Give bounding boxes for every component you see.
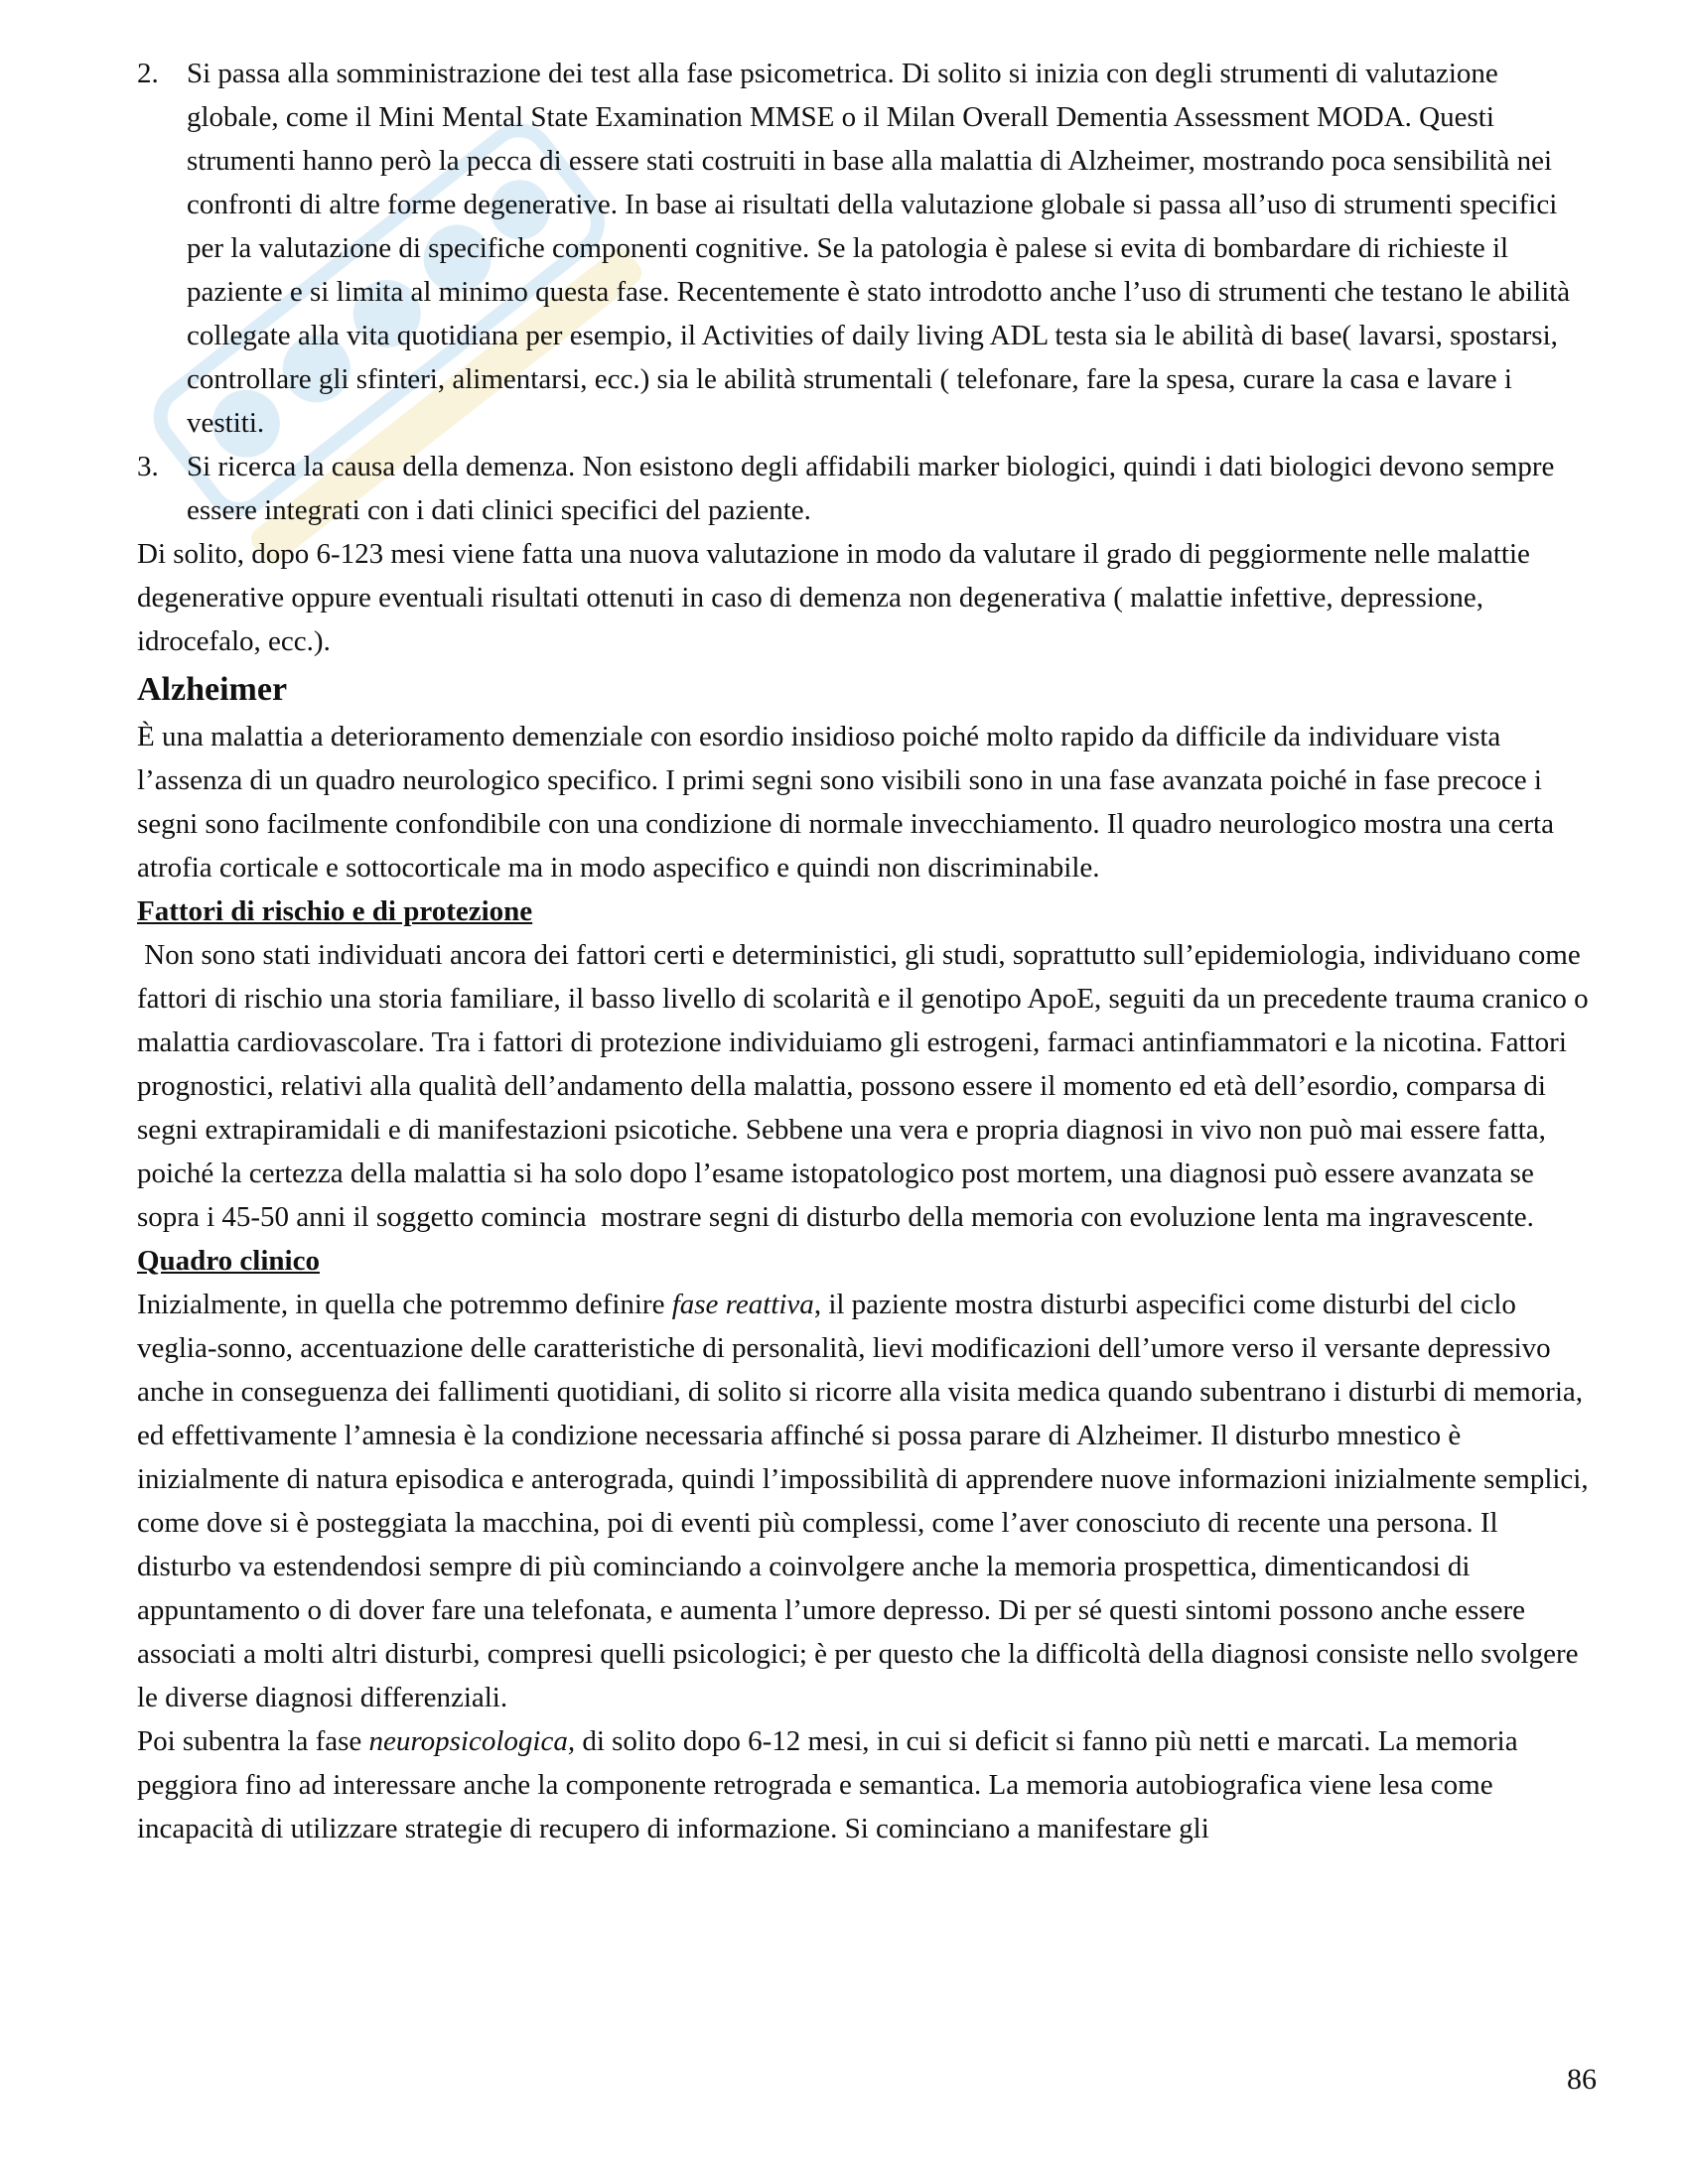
text-span: Poi subentra la fase: [137, 1725, 369, 1757]
list-item-text: Si passa alla somministrazione dei test alla fase psicometrica. Di solito si inizia con degli strumenti di valutazione globale, come il Mini Mental State Examination MMSE o il Milan Overall Dementia Assessment MODA. Questi strumenti hanno però la pecca di essere stati costruiti in base alla malattia di Alzheimer, mostrando poca sensibilità nei confronti di altre forme degenerative. In base ai risultati della valutazione globale si passa all’uso di strumenti specifici per la valutazione di specifiche componenti cognitive. Se la patologia è palese si evita di bombardare di richieste il paziente e si limita al minimo questa fase. Recentemente è stato introdotto anche l’uso di strumenti che testano le abilità collegate alla vita quotidiana per esempio, il Activities of daily living ADL testa sia le abilità di base( lavarsi, spostarsi, controllare gli sfinteri, alimentarsi, ecc.) sia le abilità strumentali ( telefonare, fare la spesa, curare la casa e lavare i vestiti.: [187, 58, 1571, 439]
list-item: [137, 445, 1597, 532]
text-span: , il paziente mostra disturbi aspecifici come disturbi del ciclo veglia-sonno, accentuazione delle caratteristiche di personalità, lievi modificazioni dell’umore verso il versante depressivo anche in conseguenza dei fallimenti quotidiani, di solito si ricorre alla visita medica quando subentrano i disturbi di memoria, ed effettivamente l’amnesia è la condizione necessaria affinché si possa parare di Alzheimer. Il disturbo mnestico è inizialmente di natura episodica e anterograda, quindi l’impossibilità di apprendere nuove informazioni inizialmente semplici, come dove si è posteggiata la macchina, poi di eventi più complessi, come l’aver conosciuto di recente una persona. Il disturbo va estendendosi sempre di più cominciando a coinvolgere anche la memoria prospettica, dimenticandosi di appuntamento o di dover fare una telefonata, e aumenta l’umore depresso. Di per sé questi sintomi possono anche essere associati a molti altri disturbi, compresi quelli psicologici; è per questo che la difficoltà della diagnosi consiste nello svolgere le diverse diagnosi differenziali.: [137, 1289, 1589, 1713]
clinical-paragraph-2: [137, 1719, 1597, 1850]
list-item-text: Si ricerca la causa della demenza. Non esistono degli affidabili marker biologici, quindi i dati biologici devono sempre essere integrati con i dati clinici specifici del paziente.: [187, 451, 1555, 526]
clinical-paragraph-1: [137, 1283, 1597, 1719]
clinical-picture-heading: Quadro clinico: [137, 1245, 320, 1277]
document-page: [137, 52, 1597, 1850]
text-span: di solito dopo 6-12 mesi, in cui si deficit si fanno più netti e marcati. La memoria peggiora fino ad interessare anche la componente retrograda e semantica. La memoria autobiografica viene lesa come incapacità di utilizzare strategie di recupero di informazione. Si cominciano a manifestare gli: [137, 1725, 1518, 1844]
list-item: [137, 52, 1597, 445]
page-number: 86: [1567, 2063, 1597, 2096]
risk-factors-paragraph: Non sono stati individuati ancora dei fattori certi e deterministici, gli studi, soprattutto sull’epidemiologia, individuano come fattori di rischio una storia familiare, il basso livello di scolarità e il genotipo ApoE, seguiti da un precedente trauma cranico o malattia cardiovascolare. Tra i fattori di protezione individuiamo gli estrogeni, farmaci antinfiammatori e la nicotina. Fattori prognostici, relativi alla qualità dell’andamento della malattia, possono essere il momento ed età dell’esordio, comparsa di segni extrapiramidali e di manifestazioni psicotiche. Sebbene una vera e propria diagnosi in vivo non può mai essere fatta, poiché la certezza della malattia si ha solo dopo l’esame istopatologico post mortem, una diagnosi può essere avanzata se sopra i 45-50 anni il soggetto comincia mostrare segni di disturbo della memoria con evoluzione lenta ma ingravescente.: [137, 939, 1596, 1233]
text-span: Inizialmente, in quella che potremmo definire: [137, 1289, 672, 1320]
italic-term: fase reattiva: [671, 1289, 814, 1320]
risk-factors-heading: Fattori di rischio e di protezione: [137, 895, 533, 927]
italic-term: neuropsicologica,: [368, 1725, 576, 1757]
section-paragraph: È una malattia a deterioramento demenziale con esordio insidioso poiché molto rapido da difficile da individuare vista l’assenza di un quadro neurologico specifico. I primi segni sono visibili sono in una fase avanzata poiché in fase precoce i segni sono facilmente confondibile con una condizione di normale invecchiamento. Il quadro neurologico mostra una certa atrofia corticale e sottocorticale ma in modo aspecifico e quindi non discriminabile.: [137, 721, 1554, 884]
numbered-list: [137, 52, 1597, 532]
section-title: Alzheimer: [137, 671, 288, 708]
intro-paragraph: Di solito, dopo 6-123 mesi viene fatta una nuova valutazione in modo da valutare il grado di peggiormente nelle malattie degenerative oppure eventuali risultati ottenuti in caso di demenza non degenerativa ( malattie infettive, depressione, idrocefalo, ecc.).: [137, 538, 1530, 657]
list-item-number: 2.: [137, 58, 159, 89]
list-item-number: 3.: [137, 451, 159, 482]
